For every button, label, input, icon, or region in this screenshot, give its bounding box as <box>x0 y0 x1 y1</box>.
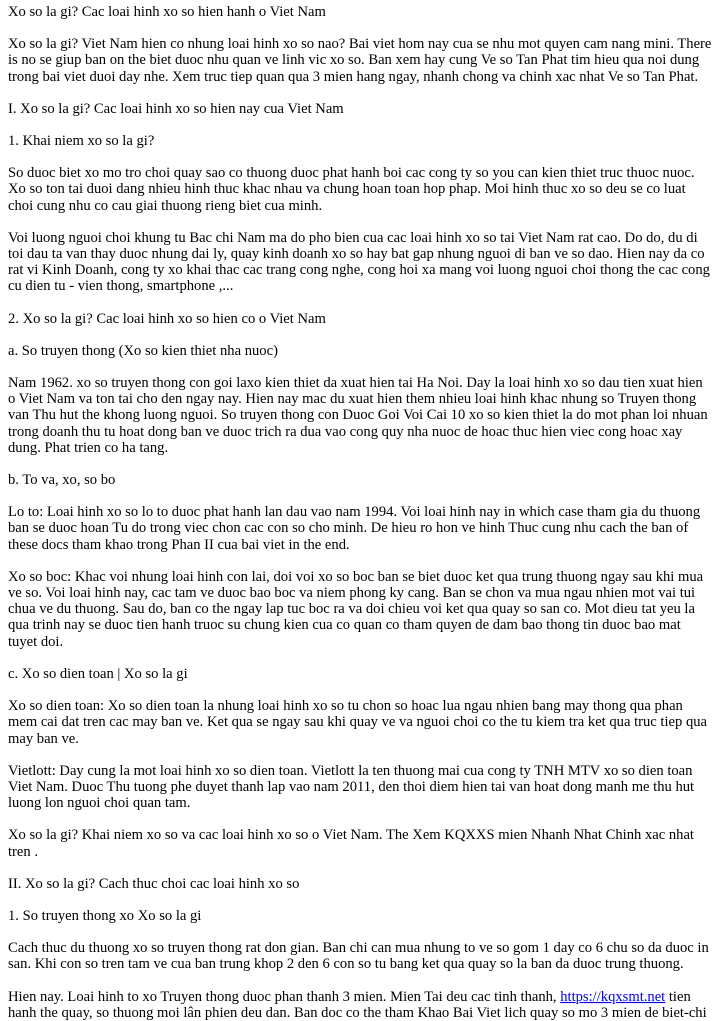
section-heading: I. Xo so la gi? Cac loai hinh xo so hien nay cua Viet Nam <box>8 100 344 117</box>
subsection-heading: a. So truyen thong (Xo so kien thiet nha nuoc) <box>8 342 278 359</box>
section-heading: II. Xo so la gi? Cach thuc choi cac loai hinh xo so <box>8 875 300 892</box>
body-paragraph: Lo to: Loai hinh xo so lo to duoc phat hanh lan dau vao nam 1994. Voi loai hinh nay in which case tham gia du thuong ban se duoc hoan Tu do trong viec chon cac con so cho minh. De hieu ro hon ve hinh Thuc cung nhu cach the ban of these docs tham khao trong Phan II cua bai viet in the end. <box>8 504 701 553</box>
document-title: Xo so la gi? Cac loai hinh xo so hien hanh o Viet Nam <box>8 4 326 20</box>
subsection-heading: 2. Xo so la gi? Cac loai hinh xo so hien co o Viet Nam <box>8 310 326 327</box>
subsection-heading: 1. So truyen thong xo Xo so la gi <box>8 907 202 924</box>
body-paragraph: Nam 1962. xo so truyen thong con goi laxo kien thiet da xuat hien tai Ha Noi. Day la loai hinh xo so dau tien xuat hien o Viet Nam va ton tai cho den ngay nay. Hien nay mac du xuat hien them nhieu loai hinh khac nhung so Truyen thong van Thu hut the khong luong nguoi. So truyen thong con Duoc Goi Voi Cai 10 xo so kien thiet la do mot phan loi nhuan trong doanh thu tu hoat dong ban ve duoc trich ra dua vao cong quy nha nuoc de hoac thuc hien viec cong hoac xay dung. Phat trien co ha tang. <box>8 375 708 456</box>
subsection-heading: 1. Khai niem xo so la gi? <box>8 133 155 150</box>
body-paragraph: So duoc biet xo mo tro choi quay sao co thuong duoc phat hanh boi cac cong ty so you can kien thiet truc thuoc nuoc. Xo so ton tai duoi dang nhieu hinh thuc khac nhau va chung hoan toan hop phap. Moi hinh thuc xo so deu se co luat choi cung nhu co cau giai thuong rieng biet cua minh. <box>8 165 695 214</box>
body-paragraph: Vietlott: Day cung la mot loai hinh xo so dien toan. Vietlott la ten thuong mai cua cong ty TNH MTV xo so dien toan Viet Nam. Duoc Thu tuong phe duyet thanh lap vao nam 2011, den thoi diem hien tai van hoat dong manh me thu hut luong lon nguoi choi quan tam. <box>8 762 695 812</box>
subsection-heading: b. To va, xo, so bo <box>8 472 116 489</box>
body-paragraph: Cach thuc du thuong xo so truyen thong rat don gian. Ban chi can mua nhung to ve so gom 1 day co 6 chu so da duoc in san. Khi con so tren tam ve cua ban trung khop 2 den 6 con so tu bang ket qua quay so la ban da duoc trung thuong. <box>8 940 709 973</box>
body-paragraph-with-link <box>8 989 713 1021</box>
body-paragraph: Voi luong nguoi choi khung tu Bac chi Nam ma do pho bien cua cac loai hinh xo so tai Viet Nam rat cao. Do do, du di toi dau ta van thay duoc nhung dai ly, quay kinh doanh xo so hay bat gap nhung nguoi di ban ve so dao. Hien nay da co rat vi Kinh Doanh, cong ty xo khai thac cac trang cong nghe, cong hoi xa mang voi luong nguoi choi thong the cac cong cu dien tu - vien thong, smartphone ,... <box>8 229 710 295</box>
paragraph-text: tien hanh the quay, so thuong moi lân phien deu dan. Ban doc co the tham Khao Bai Viet lich quay so mo 3 mien de biet-chi <box>8 988 707 1021</box>
kqxsmt-link[interactable]: https://kqxsmt.net <box>560 988 666 1005</box>
body-paragraph: Xo so la gi? Khai niem xo so va cac loai hinh xo so o Viet Nam. The Xem KQXXS mien Nhanh Nhat Chinh xac nhat tren . <box>8 827 694 860</box>
intro-paragraph: Xo so la gi? Viet Nam hien co nhung loai hinh xo so nao? Bai viet hom nay cua se nhu mot quyen cam nang mini. There is no se giup ban on the biet duoc nhu quan ve linh vic xo so. Ban xem hay cung Ve so Tan Phat tim hieu qua noi dung trong bai viet duoi day nhe. Xem truc tiep quan qua 3 mien hang ngay, nhanh chong va chinh xac nhat Ve so Tan Phat. <box>8 36 712 85</box>
paragraph-text: Hien nay. Loai hinh to xo Truyen thong duoc phan thanh 3 mien. Mien Tai deu cac tinh thanh, <box>8 988 561 1005</box>
subsection-heading: c. Xo so dien toan | Xo so la gi <box>8 665 188 682</box>
body-paragraph: Xo so boc: Khac voi nhung loai hinh con lai, doi voi xo so boc ban se biet duoc ket qua trung thuong ngay sau khi mua ve so. Voi loai hinh nay, cac tam ve duoc bao boc va niem phong ky cang. Ban se chon va mua ngau nhien mot vai tui chua ve du thuong. Sau do, ban co the ngay lap tuc boc ra va doi chieu voi ket qua quay so san co. Mot dieu tat yeu la qua trinh nay se duoc tien hanh truoc su chung kien cua co quan co tham quyen de dam bao thong tin duoc bao mat tuyet doi. <box>8 568 704 650</box>
body-paragraph: Xo so dien toan: Xo so dien toan la nhung loai hinh xo so tu chon so hoac lua ngau nhien bang may thong qua phan mem cai dat tren cac may ban ve. Ket qua se ngay sau khi quay ve va nguoi choi co the tu kiem tra ket qua truc tiep qua may ban ve. <box>8 698 708 747</box>
